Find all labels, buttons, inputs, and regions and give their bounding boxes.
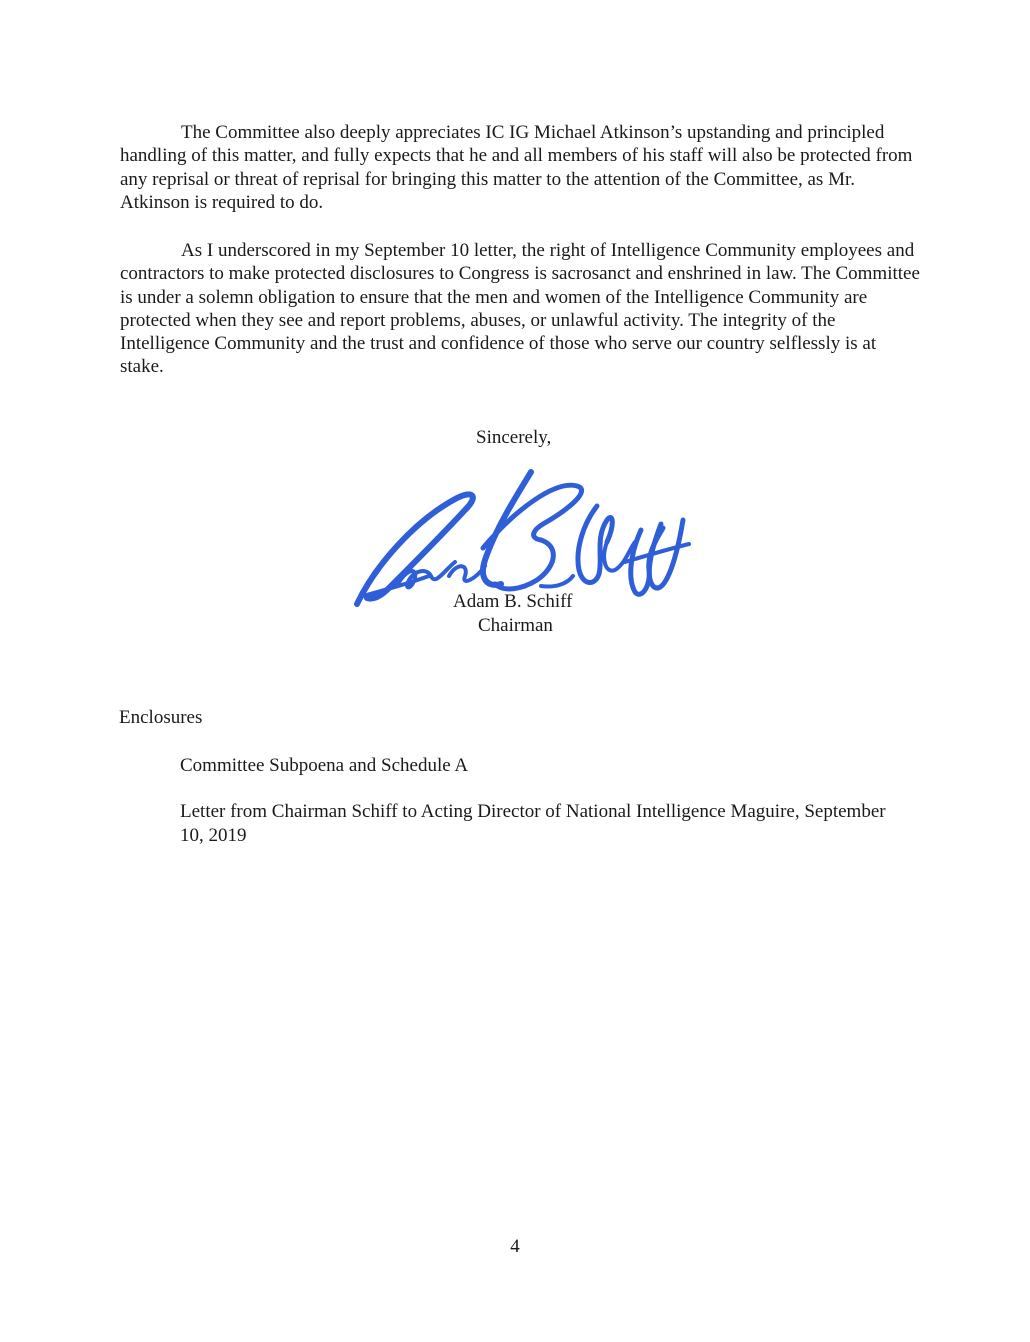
enclosure-item: Letter from Chairman Schiff to Acting Director of National Intelligence Maguire, September 10, 2019	[180, 801, 886, 846]
closing-salutation: Sincerely,	[476, 427, 552, 448]
signer-title: Chairman	[478, 615, 553, 636]
body-paragraph-1-text: The Committee also deeply appreciates IC IG Michael Atkinson’s upstanding and principled handling of this matter, and fully expects that he and all members of his staff will also be protected from any reprisal or threat of reprisal for bringing this matter to the attention of the Committee, as Mr. Atkinson is required to do.	[120, 122, 913, 213]
page-number: 4	[510, 1236, 520, 1257]
body-paragraph-2-text: As I underscored in my September 10 letter, the right of Intelligence Community employees and contractors to make protected disclosures to Congress is sacrosanct and enshrined in law. The Committee is under a solemn obligation to ensure that the men and women of the Intelligence Community are protected when they see and report problems, abuses, or unlawful activity. The integrity of the Intelligence Community and the trust and confidence of those who serve our country selflessly is at stake.	[120, 240, 920, 378]
signer-name: Adam B. Schiff	[453, 591, 573, 612]
body-paragraph-2	[120, 239, 920, 379]
enclosure-item: Committee Subpoena and Schedule A	[180, 755, 469, 776]
body-paragraph-1	[120, 121, 920, 214]
enclosures-label: Enclosures	[119, 707, 203, 728]
